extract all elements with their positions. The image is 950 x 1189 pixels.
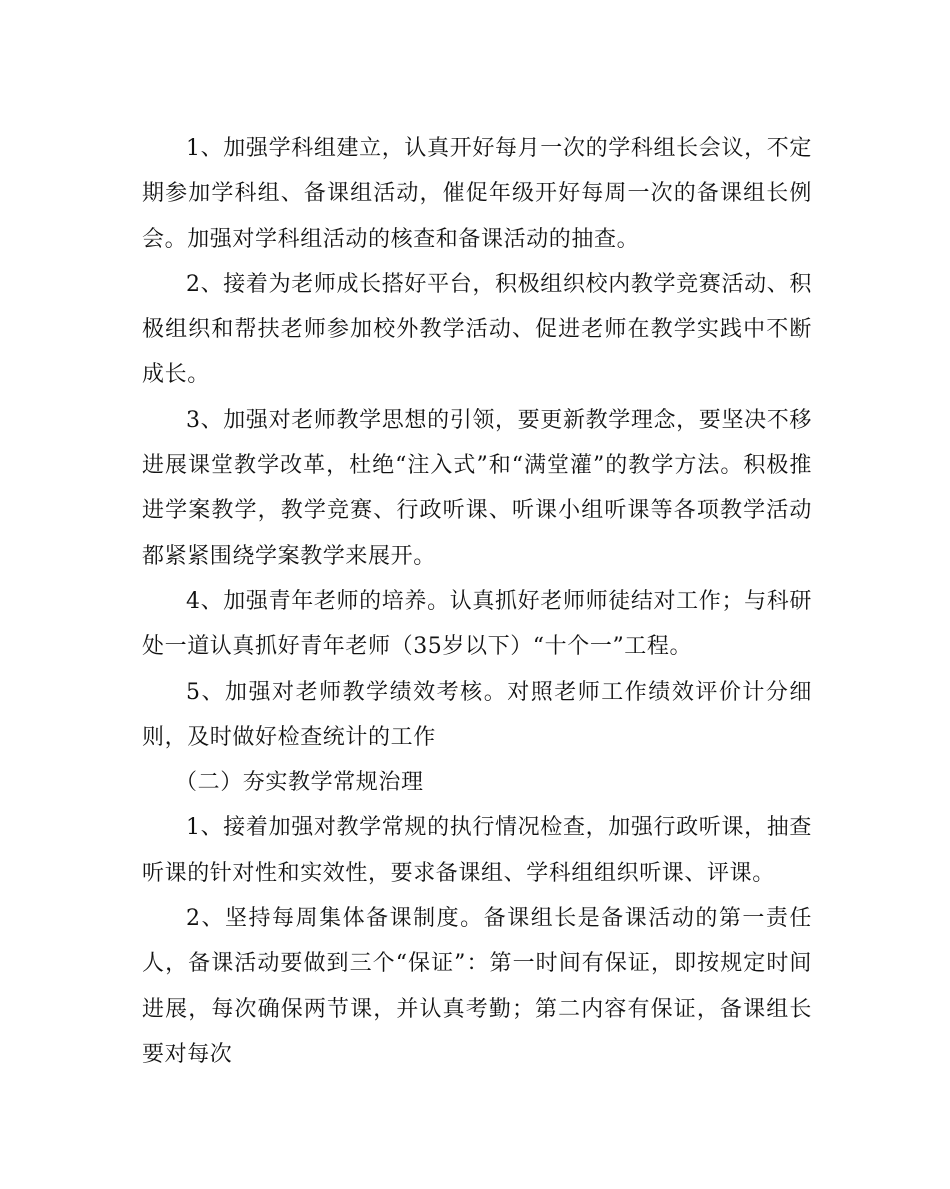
paragraph-3: 3、加强对老师教学思想的引领，要更新教学理念，要坚决不移进展课堂教学改革，杜绝“注入式”和“满堂灌”的教学方法。积极推进学案教学，教学竞赛、行政听课、听课小组听课等各项教学活动都紧紧围绕学案教学来展开。 <box>142 407 812 569</box>
section-heading: （二）夯实教学常规治理 <box>175 770 424 796</box>
paragraph-1: 1、加强学科组建立，认真开好每月一次的学科组长会议，不定期参加学科组、备课组活动，催促年级开好每周一次的备课组长例会。加强对学科组活动的核查和备课活动的抽查。 <box>142 136 812 252</box>
paragraph-4: 4、加强青年老师的培养。认真抓好老师师徒结对工作；与科研处一道认真抓好青年老师（35岁以下）“十个一”工程。 <box>142 588 812 660</box>
paragraph-2: 2、接着为老师成长搭好平台，积极组织校内教学竞赛活动、积极组织和帮扶老师参加校外教学活动、促进老师在教学实践中不断成长。 <box>142 271 812 388</box>
section-paragraph-2: 2、坚持每周集体备课制度。备课组长是备课活动的第一责任人，备课活动要做到三个“保证”：第一时间有保证，即按规定时间进展，每次确保两节课，并认真考勤；第二内容有保证，备课组长要对每次 <box>142 906 812 1067</box>
document-body <box>142 126 812 1077</box>
paragraph-5: 5、加强对老师教学绩效考核。对照老师工作绩效评价计分细则，及时做好检查统计的工作 <box>142 679 812 750</box>
section-paragraph-1: 1、接着加强对教学常规的执行情况检查，加强行政听课，抽查听课的针对性和实效性，要求备课组、学科组组织听课、评课。 <box>142 815 812 886</box>
